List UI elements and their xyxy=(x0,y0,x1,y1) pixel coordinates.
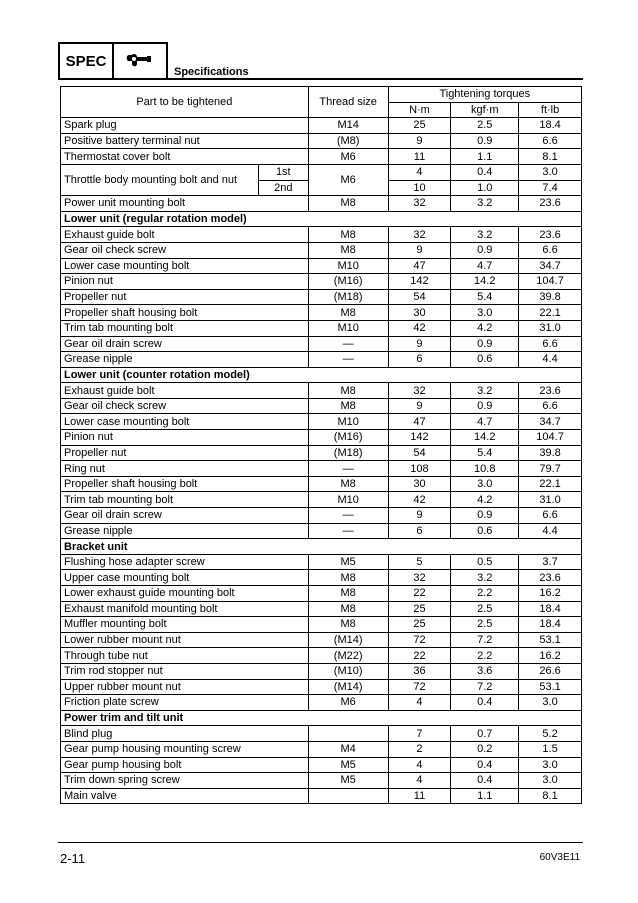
part-name: Exhaust manifold mounting bolt xyxy=(61,601,309,617)
torque-nm: 4 xyxy=(388,757,451,773)
page-number: 2-11 xyxy=(60,851,86,866)
torque-kgfm: 3.6 xyxy=(451,663,519,679)
thread-size: M8 xyxy=(308,305,388,321)
torque-kgfm: 2.5 xyxy=(451,601,519,617)
torque-ftlb: 6.6 xyxy=(519,133,582,149)
torque-kgfm: 14.2 xyxy=(451,274,519,290)
thread-size: M5 xyxy=(308,757,388,773)
torque-nm: 22 xyxy=(388,586,451,602)
table-row xyxy=(61,508,582,524)
table-row xyxy=(61,383,582,399)
part-name: Upper rubber mount nut xyxy=(61,679,309,695)
torque-kgfm: 0.2 xyxy=(451,741,519,757)
torque-ftlb: 39.8 xyxy=(519,289,582,305)
table-row xyxy=(61,352,582,368)
torque-nm: 25 xyxy=(388,617,451,633)
document-code: 60V3E11 xyxy=(539,852,580,863)
thread-size xyxy=(308,788,388,804)
table-row xyxy=(61,149,582,165)
torque-kgfm: 5.4 xyxy=(451,289,519,305)
table-row xyxy=(61,788,582,804)
page-title: Specifications xyxy=(174,66,249,78)
torque-ftlb: 8.1 xyxy=(519,788,582,804)
thread-size: (M16) xyxy=(308,430,388,446)
table-row xyxy=(61,617,582,633)
table-row xyxy=(61,461,582,477)
section-title: Bracket unit xyxy=(61,539,582,555)
torque-nm: 142 xyxy=(388,274,451,290)
torque-kgfm: 3.2 xyxy=(451,570,519,586)
table-row xyxy=(61,242,582,258)
part-name: Blind plug xyxy=(61,726,309,742)
thread-size: M8 xyxy=(308,383,388,399)
col-thread-header: Thread size xyxy=(308,87,388,118)
col-part-header: Part to be tightened xyxy=(61,87,309,118)
thread-size: (M14) xyxy=(308,632,388,648)
section-row xyxy=(61,367,582,383)
table-row xyxy=(61,398,582,414)
torque-ftlb: 23.6 xyxy=(519,227,582,243)
header-rule xyxy=(168,78,583,80)
thread-size: M8 xyxy=(308,196,388,212)
torque-nm: 4 xyxy=(388,164,451,180)
torque-nm: 54 xyxy=(388,445,451,461)
torque-nm: 54 xyxy=(388,289,451,305)
tightening-step: 1st xyxy=(258,164,308,180)
torque-kgfm: 0.6 xyxy=(451,523,519,539)
thread-size: M8 xyxy=(308,570,388,586)
torque-ftlb: 16.2 xyxy=(519,648,582,664)
torque-ftlb: 6.6 xyxy=(519,398,582,414)
section-title: Lower unit (regular rotation model) xyxy=(61,211,582,227)
thread-size: M6 xyxy=(308,695,388,711)
section-title: Power trim and tilt unit xyxy=(61,710,582,726)
part-name: Pinion nut xyxy=(61,430,309,446)
torque-ftlb: 6.6 xyxy=(519,336,582,352)
table-row xyxy=(61,632,582,648)
torque-kgfm: 0.4 xyxy=(451,164,519,180)
torque-kgfm: 0.7 xyxy=(451,726,519,742)
torque-kgfm: 2.5 xyxy=(451,118,519,134)
torque-nm: 4 xyxy=(388,695,451,711)
part-name: Muffler mounting bolt xyxy=(61,617,309,633)
torque-ftlb: 3.0 xyxy=(519,773,582,789)
thread-size: (M16) xyxy=(308,274,388,290)
part-name: Lower exhaust guide mounting bolt xyxy=(61,586,309,602)
tightening-step: 2nd xyxy=(258,180,308,196)
torque-ftlb: 18.4 xyxy=(519,617,582,633)
table-row xyxy=(61,523,582,539)
torque-ftlb: 23.6 xyxy=(519,383,582,399)
thread-size: — xyxy=(308,523,388,539)
torque-ftlb: 4.4 xyxy=(519,352,582,368)
torque-nm: 9 xyxy=(388,336,451,352)
torque-ftlb: 7.4 xyxy=(519,180,582,196)
part-name: Ring nut xyxy=(61,461,309,477)
torque-ftlb: 6.6 xyxy=(519,508,582,524)
torque-ftlb: 18.4 xyxy=(519,118,582,134)
table-row xyxy=(61,133,582,149)
part-name: Gear oil check screw xyxy=(61,242,309,258)
torque-ftlb: 22.1 xyxy=(519,305,582,321)
torque-nm: 6 xyxy=(388,352,451,368)
thread-size: M8 xyxy=(308,617,388,633)
part-name: Trim down spring screw xyxy=(61,773,309,789)
torque-nm: 47 xyxy=(388,414,451,430)
table-row xyxy=(61,258,582,274)
torque-table xyxy=(60,86,582,804)
part-name: Gear pump housing mounting screw xyxy=(61,741,309,757)
thread-size: M8 xyxy=(308,398,388,414)
torque-ftlb: 104.7 xyxy=(519,430,582,446)
torque-kgfm: 7.2 xyxy=(451,632,519,648)
torque-ftlb: 104.7 xyxy=(519,274,582,290)
torque-kgfm: 0.5 xyxy=(451,554,519,570)
thread-size: (M18) xyxy=(308,289,388,305)
table-row xyxy=(61,601,582,617)
torque-ftlb: 34.7 xyxy=(519,414,582,430)
part-name: Friction plate screw xyxy=(61,695,309,711)
torque-nm: 32 xyxy=(388,383,451,399)
part-name: Power unit mounting bolt xyxy=(61,196,309,212)
torque-kgfm: 10.8 xyxy=(451,461,519,477)
table-row xyxy=(61,289,582,305)
torque-kgfm: 1.0 xyxy=(451,180,519,196)
torque-ftlb: 3.0 xyxy=(519,164,582,180)
footer-rule xyxy=(58,842,583,843)
torque-kgfm: 0.9 xyxy=(451,133,519,149)
torque-kgfm: 2.2 xyxy=(451,648,519,664)
torque-nm: 42 xyxy=(388,492,451,508)
torque-kgfm: 5.4 xyxy=(451,445,519,461)
table-row xyxy=(61,679,582,695)
torque-kgfm: 0.4 xyxy=(451,695,519,711)
part-name: Thermostat cover bolt xyxy=(61,149,309,165)
page-header xyxy=(58,42,583,84)
table-row xyxy=(61,741,582,757)
torque-nm: 36 xyxy=(388,663,451,679)
part-name: Exhaust guide bolt xyxy=(61,383,309,399)
thread-size: — xyxy=(308,508,388,524)
torque-nm: 11 xyxy=(388,149,451,165)
torque-nm: 25 xyxy=(388,601,451,617)
torque-kgfm: 4.7 xyxy=(451,414,519,430)
torque-ftlb: 3.0 xyxy=(519,757,582,773)
torque-nm: 2 xyxy=(388,741,451,757)
thread-size: — xyxy=(308,336,388,352)
thread-size: (M22) xyxy=(308,648,388,664)
torque-kgfm: 2.2 xyxy=(451,586,519,602)
torque-ftlb: 6.6 xyxy=(519,242,582,258)
table-header xyxy=(61,87,582,118)
thread-size: M8 xyxy=(308,601,388,617)
part-name: Gear oil drain screw xyxy=(61,336,309,352)
torque-kgfm: 4.2 xyxy=(451,492,519,508)
col-torque-header: Tightening torques xyxy=(388,87,581,103)
section-row xyxy=(61,211,582,227)
torque-nm: 25 xyxy=(388,118,451,134)
torque-kgfm: 3.2 xyxy=(451,196,519,212)
torque-ftlb: 8.1 xyxy=(519,149,582,165)
torque-nm: 7 xyxy=(388,726,451,742)
torque-nm: 22 xyxy=(388,648,451,664)
torque-ftlb: 5.2 xyxy=(519,726,582,742)
part-name: Gear pump housing bolt xyxy=(61,757,309,773)
part-name: Trim tab mounting bolt xyxy=(61,320,309,336)
torque-ftlb: 3.0 xyxy=(519,695,582,711)
table-row xyxy=(61,492,582,508)
thread-size: M8 xyxy=(308,227,388,243)
spec-badge: SPEC xyxy=(58,42,114,80)
torque-ftlb: 34.7 xyxy=(519,258,582,274)
part-name: Propeller nut xyxy=(61,289,309,305)
torque-ftlb: 22.1 xyxy=(519,476,582,492)
thread-size: M10 xyxy=(308,320,388,336)
torque-nm: 142 xyxy=(388,430,451,446)
torque-kgfm: 3.0 xyxy=(451,305,519,321)
table-row xyxy=(61,274,582,290)
torque-ftlb: 31.0 xyxy=(519,320,582,336)
part-name: Positive battery terminal nut xyxy=(61,133,309,149)
part-name: Propeller shaft housing bolt xyxy=(61,305,309,321)
thread-size: (M18) xyxy=(308,445,388,461)
thread-size: M10 xyxy=(308,492,388,508)
part-name: Lower case mounting bolt xyxy=(61,258,309,274)
thread-size: M6 xyxy=(308,149,388,165)
torque-nm: 4 xyxy=(388,773,451,789)
table-row xyxy=(61,305,582,321)
torque-kgfm: 0.4 xyxy=(451,773,519,789)
section-row xyxy=(61,710,582,726)
part-name: Lower case mounting bolt xyxy=(61,414,309,430)
part-name: Spark plug xyxy=(61,118,309,134)
thread-size: M8 xyxy=(308,242,388,258)
torque-ftlb: 53.1 xyxy=(519,679,582,695)
torque-kgfm: 0.4 xyxy=(451,757,519,773)
table-row xyxy=(61,695,582,711)
torque-kgfm: 0.6 xyxy=(451,352,519,368)
torque-ftlb: 39.8 xyxy=(519,445,582,461)
part-name: Gear oil check screw xyxy=(61,398,309,414)
torque-kgfm: 4.7 xyxy=(451,258,519,274)
table-row xyxy=(61,554,582,570)
table-row xyxy=(61,227,582,243)
torque-kgfm: 0.9 xyxy=(451,242,519,258)
thread-size: M14 xyxy=(308,118,388,134)
thread-size: — xyxy=(308,461,388,477)
thread-size: (M8) xyxy=(308,133,388,149)
table-row xyxy=(61,570,582,586)
thread-size: M8 xyxy=(308,476,388,492)
torque-nm: 30 xyxy=(388,476,451,492)
torque-nm: 108 xyxy=(388,461,451,477)
torque-ftlb: 1.5 xyxy=(519,741,582,757)
torque-ftlb: 3.7 xyxy=(519,554,582,570)
part-name: Main valve xyxy=(61,788,309,804)
table-row xyxy=(61,320,582,336)
table-row xyxy=(61,773,582,789)
thread-size: — xyxy=(308,352,388,368)
table-row xyxy=(61,757,582,773)
part-name: Grease nipple xyxy=(61,352,309,368)
torque-nm: 9 xyxy=(388,242,451,258)
torque-nm: 11 xyxy=(388,788,451,804)
part-name: Trim rod stopper nut xyxy=(61,663,309,679)
table-row xyxy=(61,648,582,664)
torque-nm: 47 xyxy=(388,258,451,274)
part-name: Trim tab mounting bolt xyxy=(61,492,309,508)
table-row xyxy=(61,164,582,180)
torque-nm: 6 xyxy=(388,523,451,539)
unit-ftlb: ft·lb xyxy=(519,102,582,118)
section-icon-box xyxy=(114,42,168,80)
part-name: Upper case mounting bolt xyxy=(61,570,309,586)
part-name: Pinion nut xyxy=(61,274,309,290)
torque-kgfm: 3.0 xyxy=(451,476,519,492)
table-row xyxy=(61,726,582,742)
torque-kgfm: 4.2 xyxy=(451,320,519,336)
thread-size: (M14) xyxy=(308,679,388,695)
table-row xyxy=(61,336,582,352)
part-name: Through tube nut xyxy=(61,648,309,664)
torque-nm: 10 xyxy=(388,180,451,196)
torque-nm: 32 xyxy=(388,196,451,212)
unit-kgfm: kgf·m xyxy=(451,102,519,118)
section-title: Lower unit (counter rotation model) xyxy=(61,367,582,383)
section-row xyxy=(61,539,582,555)
torque-nm: 30 xyxy=(388,305,451,321)
part-name: Throttle body mounting bolt and nut xyxy=(61,164,259,195)
thread-size xyxy=(308,726,388,742)
wrench-icon xyxy=(125,52,155,70)
torque-kgfm: 1.1 xyxy=(451,788,519,804)
part-name: Flushing hose adapter screw xyxy=(61,554,309,570)
part-name: Lower rubber mount nut xyxy=(61,632,309,648)
torque-ftlb: 79.7 xyxy=(519,461,582,477)
torque-nm: 9 xyxy=(388,508,451,524)
torque-nm: 32 xyxy=(388,227,451,243)
torque-nm: 9 xyxy=(388,398,451,414)
thread-size: M6 xyxy=(308,164,388,195)
torque-ftlb: 53.1 xyxy=(519,632,582,648)
torque-nm: 42 xyxy=(388,320,451,336)
thread-size: M5 xyxy=(308,554,388,570)
table-row xyxy=(61,663,582,679)
torque-ftlb: 4.4 xyxy=(519,523,582,539)
torque-ftlb: 16.2 xyxy=(519,586,582,602)
torque-ftlb: 18.4 xyxy=(519,601,582,617)
torque-kgfm: 1.1 xyxy=(451,149,519,165)
table-row xyxy=(61,118,582,134)
torque-nm: 72 xyxy=(388,679,451,695)
table-row xyxy=(61,430,582,446)
table-row xyxy=(61,476,582,492)
thread-size: M4 xyxy=(308,741,388,757)
part-name: Propeller nut xyxy=(61,445,309,461)
table-row xyxy=(61,586,582,602)
part-name: Propeller shaft housing bolt xyxy=(61,476,309,492)
part-name: Exhaust guide bolt xyxy=(61,227,309,243)
torque-nm: 32 xyxy=(388,570,451,586)
table-body xyxy=(61,118,582,804)
torque-kgfm: 7.2 xyxy=(451,679,519,695)
torque-nm: 9 xyxy=(388,133,451,149)
table-row xyxy=(61,445,582,461)
torque-kgfm: 14.2 xyxy=(451,430,519,446)
torque-ftlb: 31.0 xyxy=(519,492,582,508)
thread-size: (M10) xyxy=(308,663,388,679)
part-name: Grease nipple xyxy=(61,523,309,539)
torque-kgfm: 2.5 xyxy=(451,617,519,633)
thread-size: M10 xyxy=(308,258,388,274)
torque-kgfm: 0.9 xyxy=(451,508,519,524)
part-name: Gear oil drain screw xyxy=(61,508,309,524)
table-row xyxy=(61,196,582,212)
torque-ftlb: 23.6 xyxy=(519,196,582,212)
unit-nm: N·m xyxy=(388,102,451,118)
torque-kgfm: 3.2 xyxy=(451,227,519,243)
thread-size: M10 xyxy=(308,414,388,430)
torque-nm: 5 xyxy=(388,554,451,570)
torque-nm: 72 xyxy=(388,632,451,648)
torque-ftlb: 26.6 xyxy=(519,663,582,679)
thread-size: M5 xyxy=(308,773,388,789)
table-row xyxy=(61,414,582,430)
torque-kgfm: 0.9 xyxy=(451,336,519,352)
thread-size: M8 xyxy=(308,586,388,602)
torque-kgfm: 3.2 xyxy=(451,383,519,399)
torque-kgfm: 0.9 xyxy=(451,398,519,414)
torque-ftlb: 23.6 xyxy=(519,570,582,586)
